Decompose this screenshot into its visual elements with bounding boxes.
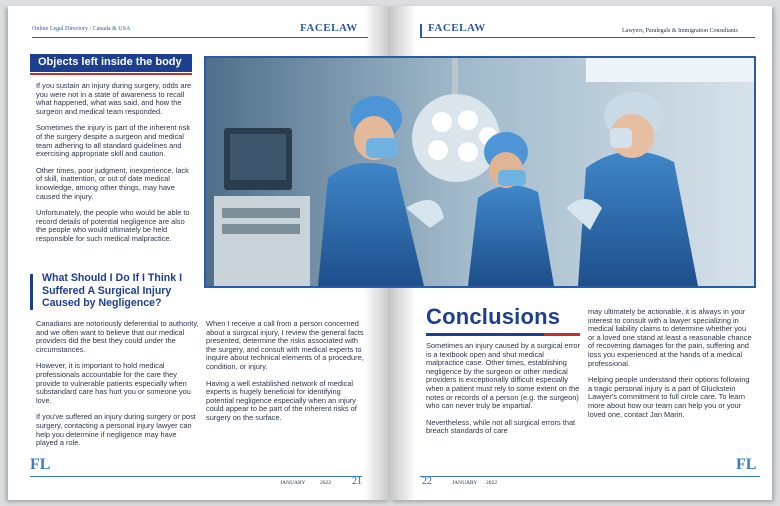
header-tagline-left: Online Legal Directory / Canada & USA <box>32 26 131 32</box>
magazine-spread <box>8 6 772 500</box>
footer-rule-right <box>420 476 760 477</box>
conclusions-title: Conclusions <box>426 304 561 329</box>
section-title-underline <box>30 73 192 75</box>
intro-text-block <box>36 82 192 252</box>
header-tagline-right: Lawyers, Paralegals & Immigration Consultants <box>622 28 738 34</box>
paragraph: Canadians are notoriously deferential to authority, and we often want to believe that our medical providers did the best they could under the circumstances. <box>36 319 199 354</box>
brand-name-left: FACELAW <box>300 22 358 34</box>
footer-logo-right: FL <box>736 456 757 473</box>
header-accent-tick <box>420 24 422 38</box>
paragraph: If you've suffered an injury during surgery or post surgery, contacting a personal injury lawyer can help you determine if negligence may have played a role. <box>36 412 196 448</box>
heading-accent-bar <box>30 274 33 310</box>
header-rule-left <box>32 37 368 38</box>
left-column-1 <box>36 320 200 456</box>
left-column-2 <box>206 320 366 431</box>
conclusions-rule-red <box>544 333 580 336</box>
paragraph: may ultimately be actionable, it is always in your interest to consult with a lawyer specializing in medical liability claims to determine whether you or a loved one stand at least a reasonable chance of recovering damages for the pain, suffering and loss you experienced at the hands of a medical professional. <box>588 307 752 368</box>
paragraph: Nevertheless, while not all surgical errors that breach standards of care <box>426 417 576 436</box>
section-title-bar <box>30 54 192 72</box>
paragraph: If you sustain an injury during surgery, odds are you were not in a state of awareness to recall what happened, what was said, and how the surgeon and medical team responded. <box>36 81 192 116</box>
footer-year-right: 2022 <box>486 480 497 486</box>
paragraph: Unfortunately, the people who would be able to record details of potential negligence are also the people who would ultimately be held responsible for such medical malpractice. <box>36 208 190 243</box>
right-column-1 <box>426 342 582 444</box>
paragraph: Sometimes the injury is part of the inherent risk of the surgery despite a surgeon and medical team adhering to all standard guidelines and exercising appropriate skill and caution. <box>36 123 191 159</box>
section-title: Objects left inside the body <box>38 56 182 68</box>
conclusions-rule-blue <box>426 333 544 336</box>
page-number-left: 21 <box>352 476 362 487</box>
surgical-team-photo <box>204 56 756 288</box>
paragraph: However, it is important to hold medical professionals accountable for the care they provide to vulnerable patients especially when substandard care has hurt you or someone you love. <box>36 361 191 405</box>
operating-room-illustration <box>206 58 754 286</box>
footer-year-left: 2022 <box>320 480 331 486</box>
footer-rule-left <box>30 476 362 477</box>
paragraph: When I receive a call from a person concerned about a surgical injury, I review the general facts presented, determine the risks associated with the surgery, and consult with medical experts to inquire about technical elements of a procedure, condition, or injury. <box>206 319 364 371</box>
question-heading-text: What Should I Do If I Think I Suffered A Surgical Injury Caused by Negligence? <box>42 272 183 309</box>
paragraph: Sometimes an injury caused by a surgical error is a textbook open and shut medical malpractice case. Other times, establishing negligence by the surgeon or other medical providers is exceptionally difficult especially when a patient must rely to some extent on the notes or records of a person (e.g. the surgeon) who can never truly be impartial. <box>426 341 581 411</box>
footer-month-right: JANUARY <box>452 480 478 486</box>
right-column-2 <box>588 308 754 427</box>
footer-month-left: JANUARY <box>280 480 306 486</box>
paragraph: Having a well established network of medical experts is hugely beneficial for identifying potential negligence especially when an injury could appear to be part of the inherent risks of surgery on the surface. <box>206 378 357 422</box>
header-rule-right <box>420 37 755 38</box>
brand-name-right: FACELAW <box>428 22 486 34</box>
page-number-right: 22 <box>422 476 432 487</box>
paragraph: Helping people understand their options following a tragic personal injury is a part of Gluckstein Lawyer's commitment to full circle care. To learn more about how our team can help you or your loved one, contact Jan Marin. <box>588 375 750 419</box>
question-heading <box>30 272 200 310</box>
paragraph: Other times, poor judgment, inexperience, lack of skill, inattention, or out of date medical knowledge, among other things, may have caused the injury. <box>36 165 189 201</box>
footer-logo-left: FL <box>30 456 51 473</box>
